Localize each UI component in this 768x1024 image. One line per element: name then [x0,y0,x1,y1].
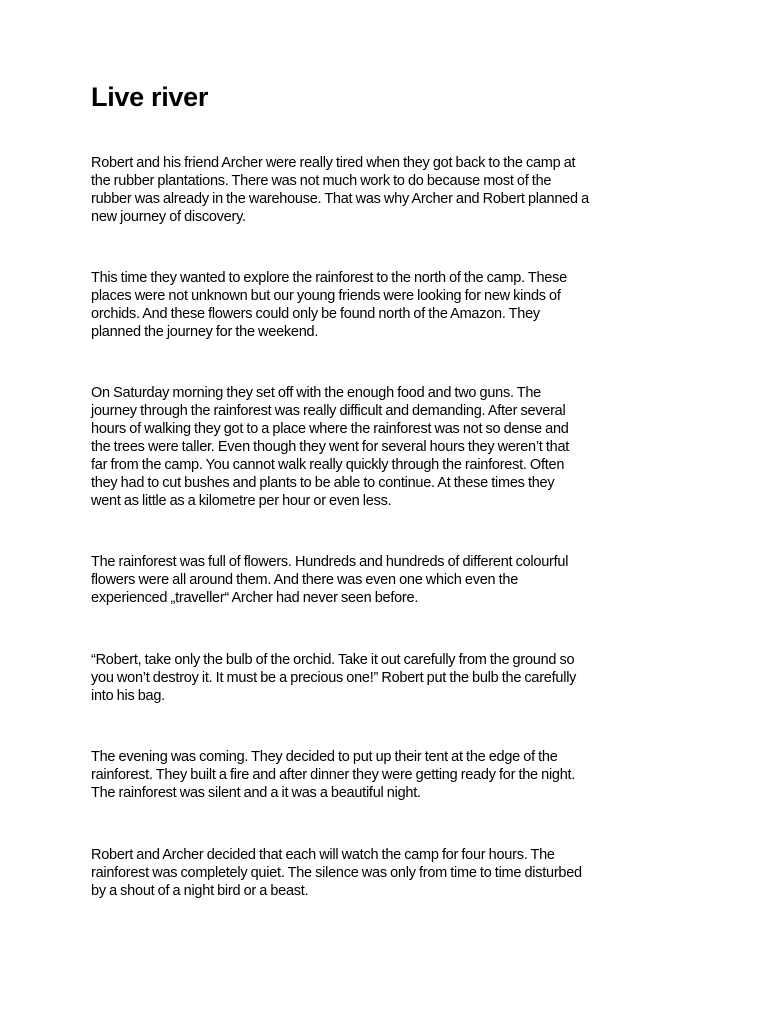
text-line: experienced „traveller“ Archer had never seen before. [91,590,419,606]
text-line: hours of walking they got to a place where the rainforest was not so dense and [91,421,569,437]
text-line: rainforest. They built a fire and after dinner they were getting ready for the night. [91,767,576,783]
text-line: they had to cut bushes and plants to be able to continue. At these times they [91,475,555,491]
document-title: Live river [91,82,209,112]
text-line: far from the camp. You cannot walk really quickly through the rainforest. Often [91,457,565,473]
text-line: The rainforest was full of flowers. Hundreds and hundreds of different colourful [91,554,569,570]
text-line: Robert and Archer decided that each will watch the camp for four hours. The [91,847,555,863]
text-line: orchids. And these flowers could only be found north of the Amazon. They [91,306,540,322]
text-line: into his bag. [91,688,165,704]
text-line: rubber was already in the warehouse. That was why Archer and Robert planned a [91,191,589,207]
paragraph [91,553,691,607]
text-line: you won’t destroy it. It must be a precious one!” Robert put the bulb the carefully [91,670,577,686]
text-line: planned the journey for the weekend. [91,324,319,340]
paragraph [91,269,691,341]
text-line: by a shout of a night bird or a beast. [91,883,309,899]
paragraph [91,748,691,802]
text-line: Robert and his friend Archer were really tired when they got back to the camp at [91,155,576,171]
text-line: new journey of discovery. [91,209,246,225]
text-line: journey through the rainforest was really difficult and demanding. After several [91,403,566,419]
text-line: On Saturday morning they set off with the enough food and two guns. The [91,385,541,401]
paragraph [91,384,691,510]
text-line: the rubber plantations. There was not much work to do because most of the [91,173,552,189]
text-line: “Robert, take only the bulb of the orchid. Take it out carefully from the ground so [91,652,575,668]
paragraph [91,846,691,900]
text-line: The rainforest was silent and a it was a beautiful night. [91,785,421,801]
paragraph [91,651,691,705]
paragraph [91,154,691,226]
text-line: The evening was coming. They decided to put up their tent at the edge of the [91,749,558,765]
text-line: places were not unknown but our young friends were looking for new kinds of [91,288,561,304]
text-line: went as little as a kilometre per hour or even less. [91,493,392,509]
text-line: rainforest was completely quiet. The silence was only from time to time disturbed [91,865,582,881]
text-line: the trees were taller. Even though they went for several hours they weren’t that [91,439,570,455]
text-line: This time they wanted to explore the rainforest to the north of the camp. These [91,270,567,286]
text-line: flowers were all around them. And there was even one which even the [91,572,519,588]
